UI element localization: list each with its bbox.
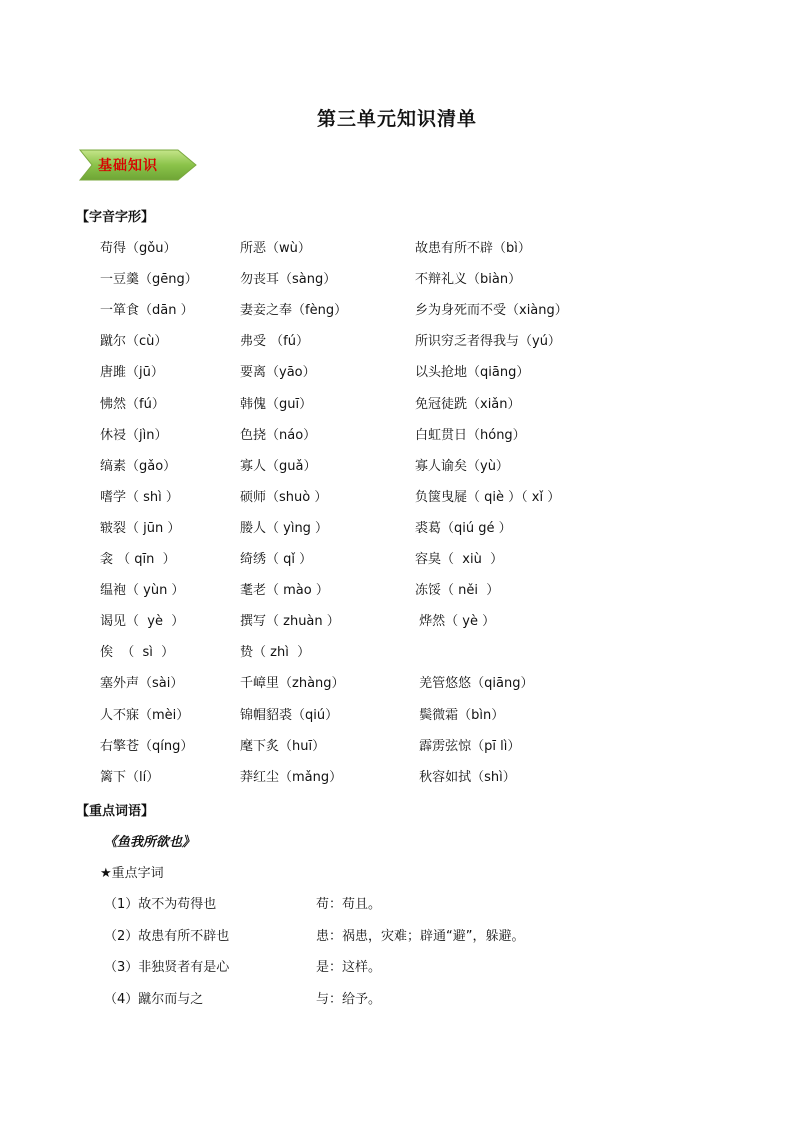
vocab-entry: 塞外声（sài） [100,676,184,692]
lesson-subhead: ★重点字词 [100,866,164,881]
vocab-entry: 谒见（ yè ） [100,614,185,630]
vocab-entry: 人不寐（mèi） [100,707,190,723]
vocab-entry: 鬓微霜（bìn） [415,707,505,723]
vocab-entry: 千嶂里（zhàng） [240,676,345,692]
vocab-entry: 绮绣（ qǐ ） [240,552,313,567]
gloss-meaning: 患：祸患，灾难；辟通“避”，躲避。 [316,928,525,944]
section-heading-key-words: 【重点词语】 [76,804,155,819]
vocab-entry: 硕师（shuò ） [240,489,328,505]
vocab-entry: 怫然（fú） [100,396,165,412]
vocab-entry: 苟得（gǒu） [100,241,177,256]
vocab-entry: 要离（yāo） [240,365,316,381]
vocab-entry: 韩傀（guī） [240,396,313,412]
gloss-meaning: 是：这样。 [316,960,382,975]
gloss-meaning: 苟：苟且。 [316,897,382,912]
vocab-entry: 麾下炙（huī） [240,738,326,754]
section-banner [78,148,198,182]
vocab-entry: 撰写（ zhuàn ） [240,614,340,630]
vocab-entry: 蹴尔（cù） [100,334,168,350]
vocab-entry: 皲裂（ jūn ） [100,520,181,536]
vocab-entry: 烨然（ yè ） [415,614,496,630]
gloss-meaning: 与：给予。 [316,991,382,1007]
vocab-entry: 故患有所不辟（bì） [415,241,531,256]
gloss-phrase: （4）蹴尔而与之 [104,991,204,1007]
vocab-entry: 嗜学（ shì ） [100,489,179,505]
vocab-entry: 所识穷乏者得我与（yú） [415,334,561,350]
vocab-entry: 右擎苍（qíng） [100,738,194,754]
vocab-entry: 耄老（ mào ） [240,583,329,599]
vocab-entry: 勿丧耳（sàng） [240,272,337,288]
vocab-entry: 媵人（ yìng ） [240,520,329,536]
banner-label: 基础知识 [98,158,158,174]
vocab-entry: 冻馁（ něi ） [415,583,500,599]
vocab-entry: 裘葛（qiú gé ） [415,520,512,536]
vocab-entry: 乡为身死而不受（xiàng） [415,303,568,319]
vocab-entry: 负箧曳屣（ qiè ）（ xǐ ） [415,489,561,505]
vocab-entry: 以头抢地（qiāng） [415,365,530,381]
vocab-entry: 缊袍（ yùn ） [100,583,185,599]
page-title: 第三单元知识清单 [316,108,477,130]
vocab-entry: 休祲（jìn） [100,427,168,443]
vocab-entry: 缟素（gǎo） [100,458,177,474]
vocab-entry: 莽红尘（mǎng） [240,769,343,785]
vocab-entry: 免冠徒跣（xiǎn） [415,396,521,412]
vocab-entry: 衾 （ qīn ） [100,552,176,567]
vocab-entry: 锦帽貂裘（qiú） [240,707,339,723]
gloss-phrase: （2）故患有所不辟也 [104,928,230,944]
vocab-entry: 白虹贯日（hóng） [415,427,526,443]
vocab-entry: 弗受 （fú） [240,334,309,350]
vocab-entry: 一箪食（dān ） [100,303,194,319]
vocab-entry: 霹雳弦惊（pī lì） [415,738,521,754]
vocab-entry: 所恶（wù） [240,241,311,256]
lesson-title: 《鱼我所欲也》 [104,835,196,850]
vocab-entry: 羌管悠悠（qiāng） [415,676,534,692]
vocab-entry: 秋容如拭（shì） [415,769,516,785]
gloss-phrase: （3）非独贤者有是心 [104,960,230,975]
vocab-entry: 一豆羹（gēng） [100,272,198,288]
section-heading-pronunciation: 【字音字形】 [76,210,155,225]
vocab-entry: 妻妾之奉（fèng） [240,303,348,319]
vocab-entry: 不辩礼义（biàn） [415,272,522,288]
vocab-entry: 俟 （ sì ） [100,645,175,661]
vocab-entry: 贽（ zhì ） [240,645,311,661]
vocab-entry: 唐雎（jū） [100,365,164,381]
vocab-entry: 寡人谕矣（yù） [415,458,509,474]
vocab-entry: 寡人（guǎ） [240,458,317,474]
vocab-entry: 色挠（náo） [240,427,317,443]
vocab-entry: 容臭（ xiù ） [415,552,504,567]
vocab-entry: 篱下（lí） [100,769,160,785]
gloss-phrase: （1）故不为苟得也 [104,897,217,912]
